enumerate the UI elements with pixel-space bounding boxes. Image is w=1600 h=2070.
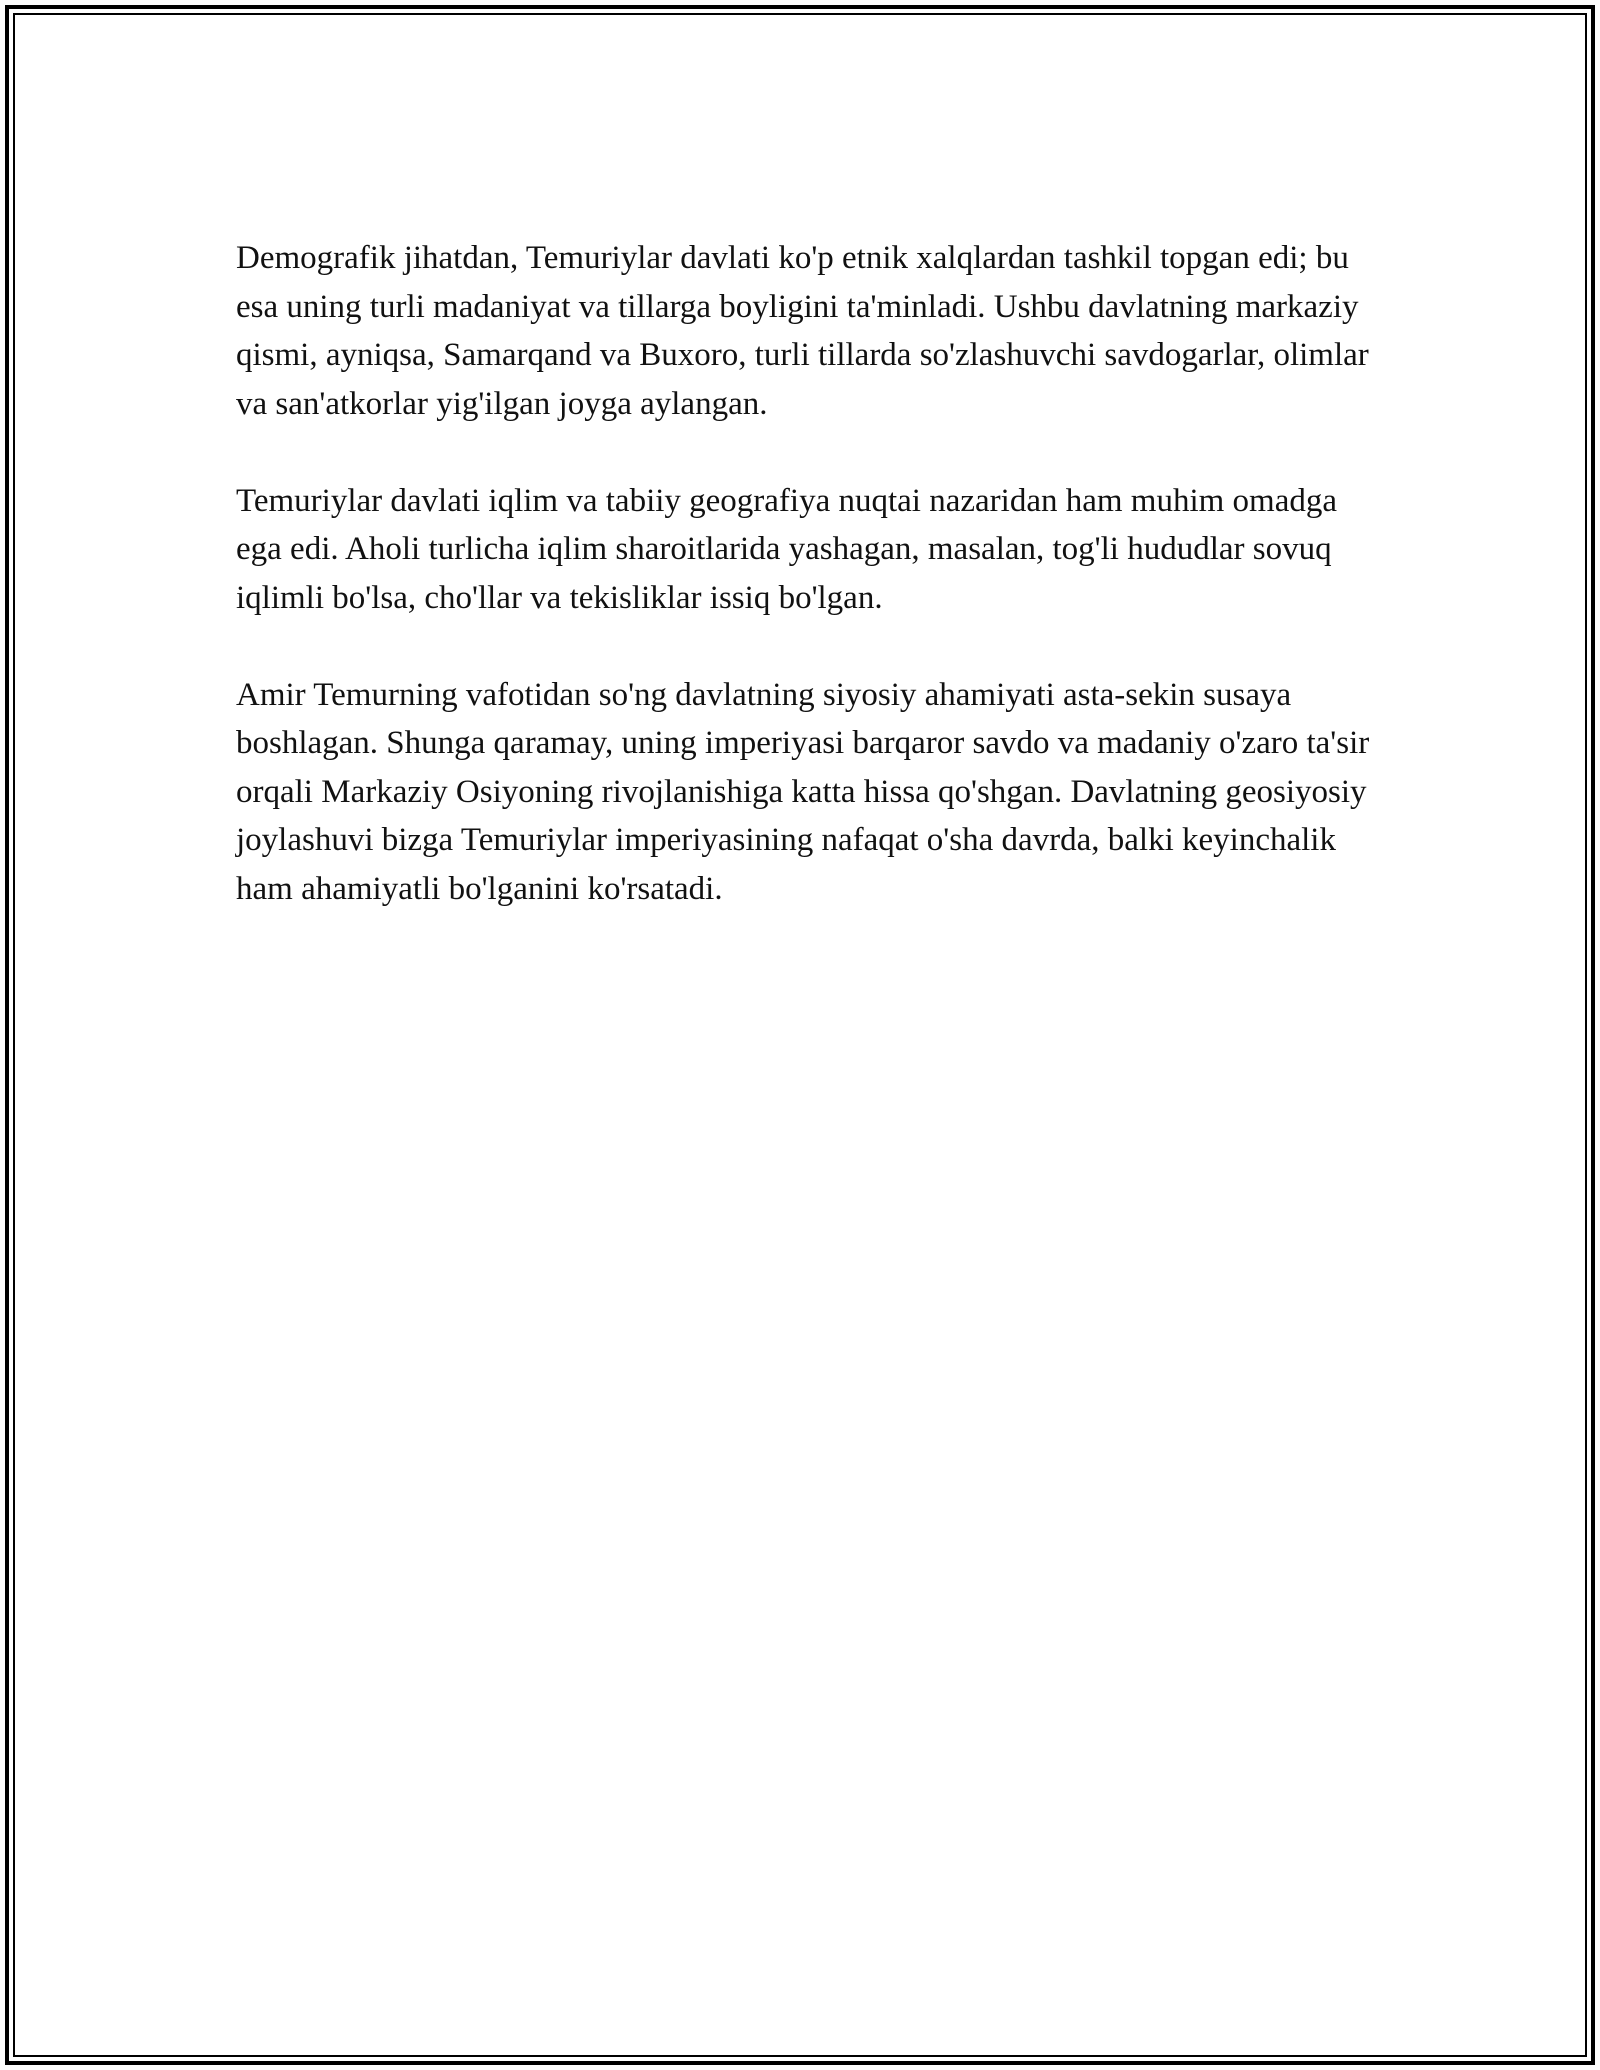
document-body	[236, 234, 1376, 962]
paragraph-politics: Amir Temurning vafotidan so'ng davlatning siyosiy ahamiyati asta-sekin susaya boshlagan. Shunga qaramay, uning imperiyasi barqaror savdo va madaniy o'zaro ta'sir orqali Markaziy Osiyoning rivojlanishiga katta hissa qo'shgan. Davlatning geosiyosiy joylashuvi bizga Temuriylar imperiyasining nafaqat o'sha davrda, balki keyinchalik ham ahamiyatli bo'lganini ko'rsatadi.	[236, 676, 1370, 907]
paragraph-climate: Temuriylar davlati iqlim va tabiiy geografiya nuqtai nazaridan ham muhim omadga ega edi. Aholi turlicha iqlim sharoitlarida yashagan, masalan, tog'li hududlar sovuq iqlimli bo'lsa, cho'llar va tekisliklar issiq bo'lgan.	[236, 482, 1338, 616]
paragraph-demography: Demografik jihatdan, Temuriylar davlati ko'p etnik xalqlardan tashkil topgan edi; bu esa uning turli madaniyat va tillarga boyligini ta'minladi. Ushbu davlatning markaziy qismi, ayniqsa, Samarqand va Buxoro, turli tillarda so'zlashuvchi savdogarlar, olimlar va san'atkorlar yig'ilgan joyga aylangan.	[236, 240, 1369, 422]
